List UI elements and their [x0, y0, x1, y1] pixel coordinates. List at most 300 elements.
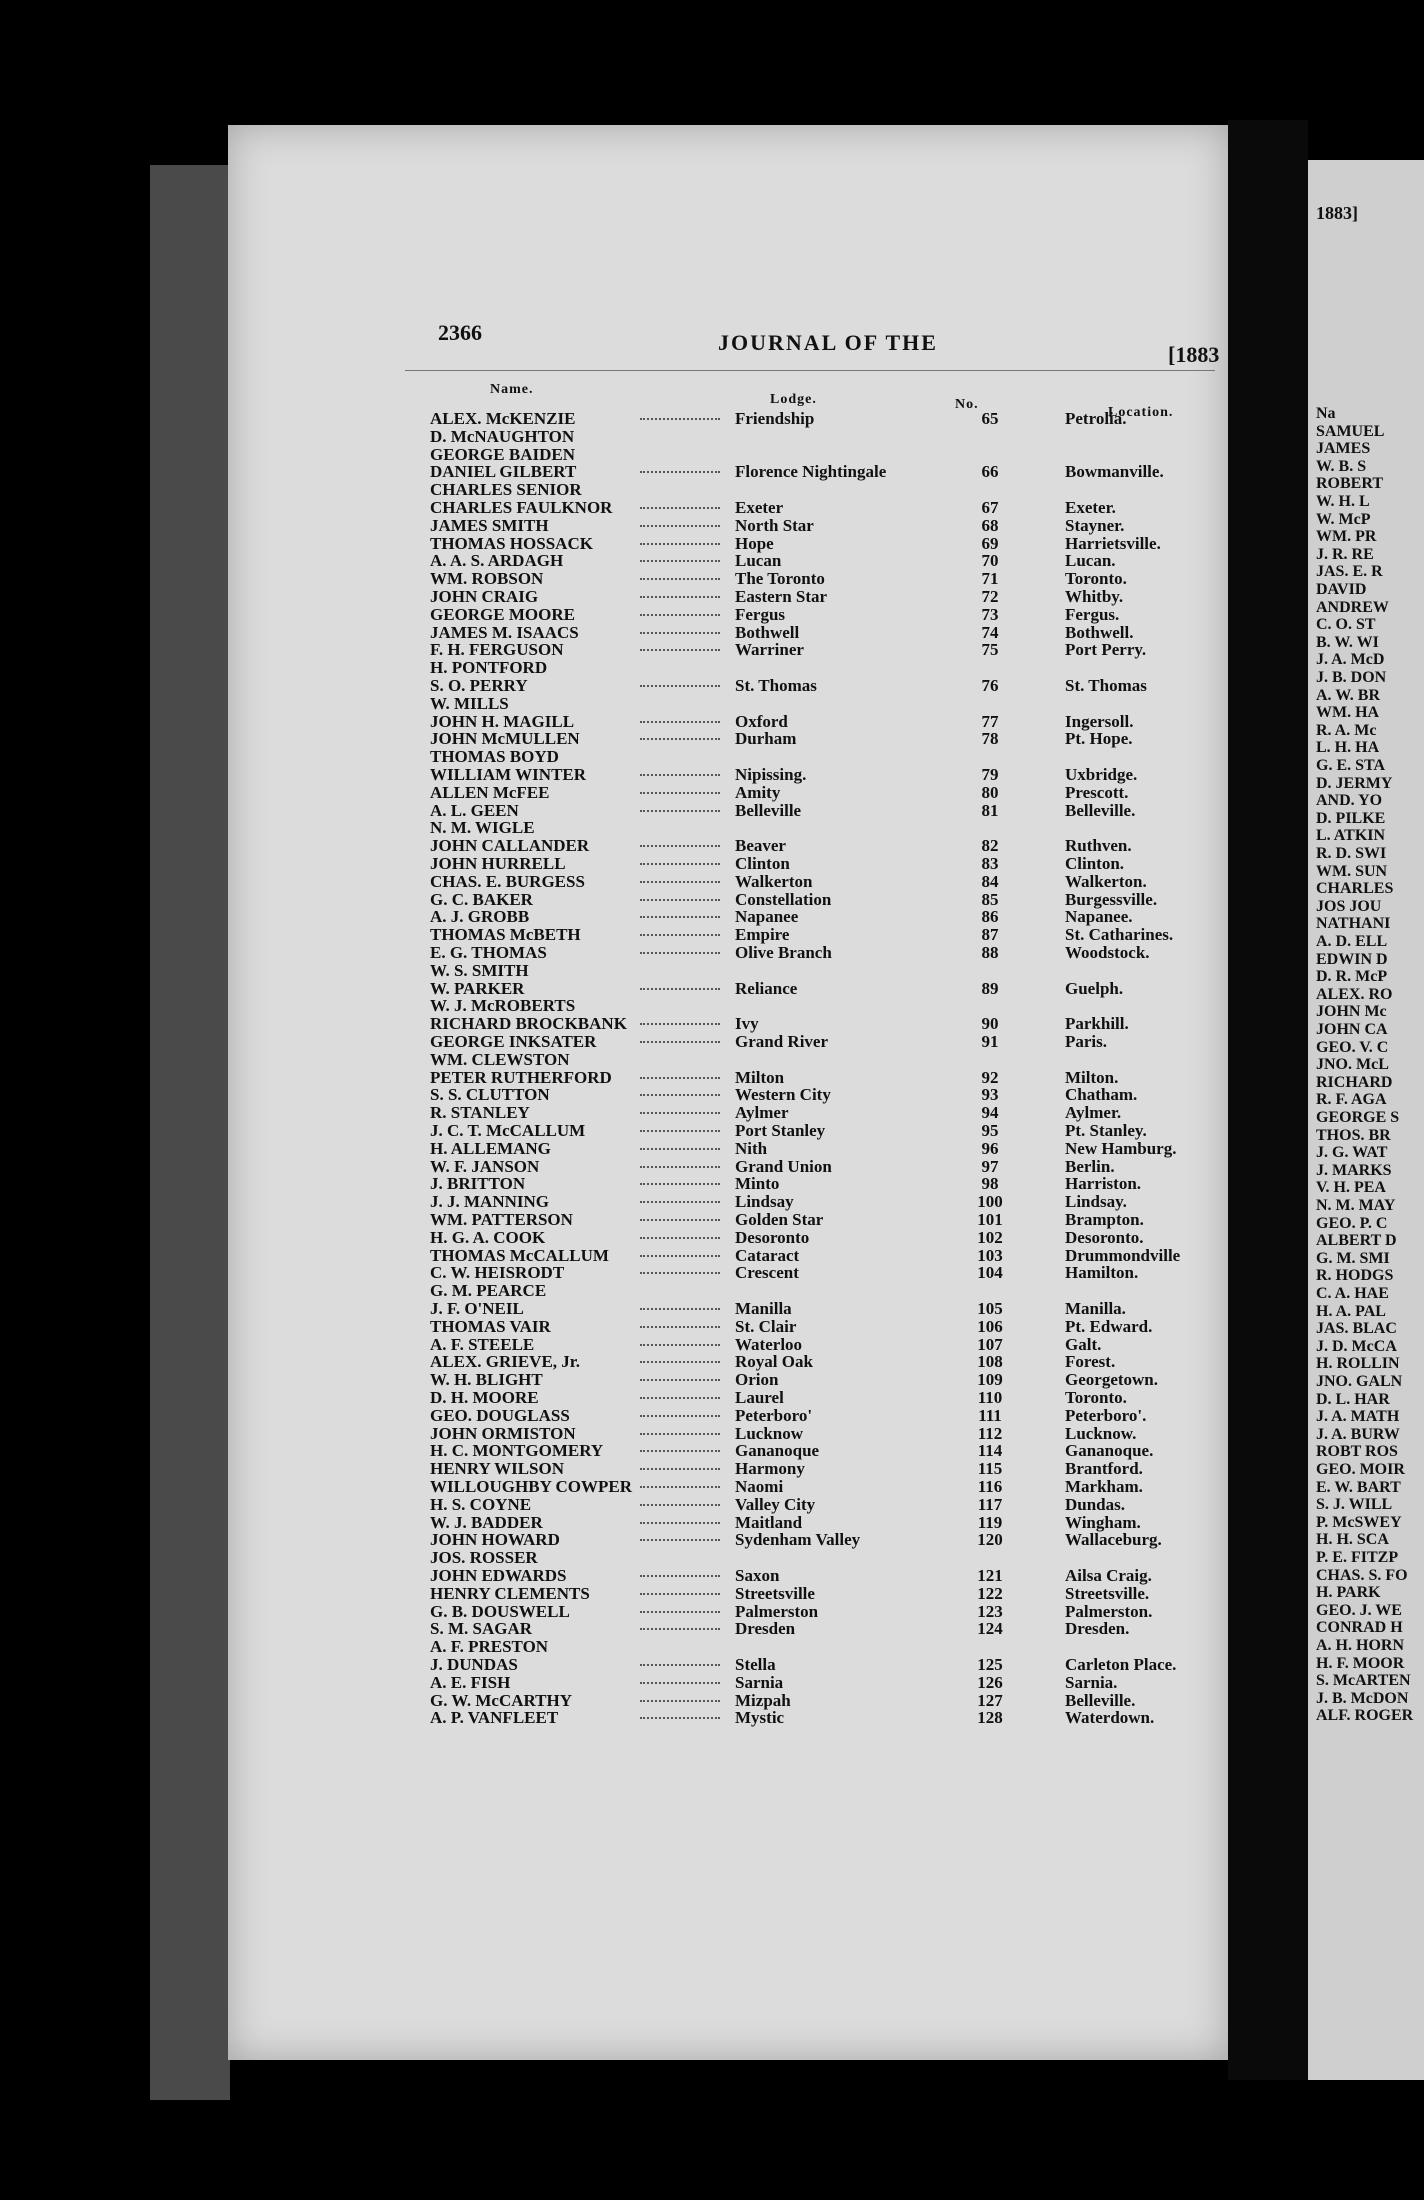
lodge-name: North Star — [735, 515, 814, 535]
lodge-location: Drummondville — [1065, 1245, 1181, 1265]
lodge-number: 78 — [981, 729, 999, 749]
lodge-location: Hamilton. — [1065, 1263, 1139, 1283]
lodge-name: Olive Branch — [735, 943, 832, 962]
member-name: GEO. DOUGLASS — [430, 1405, 570, 1425]
table-row — [430, 1389, 1220, 1407]
lodge-number: 98 — [981, 1174, 999, 1194]
right-page-name: E. W. BART — [1316, 1478, 1401, 1496]
lodge-name: Saxon — [735, 1566, 780, 1585]
right-page-name: J. A. BURW — [1316, 1425, 1400, 1443]
table-row — [430, 1531, 1220, 1549]
member-name: H. ALLEMANG — [430, 1138, 551, 1158]
member-name: G. W. McCARTHY — [430, 1690, 573, 1710]
lodge-location: Woodstock. — [1065, 943, 1150, 962]
right-page-name: JNO. GALN — [1316, 1373, 1403, 1390]
right-page-name: D. R. McP — [1316, 968, 1388, 986]
lodge-location: Parkhill. — [1065, 1014, 1129, 1034]
member-name: HENRY WILSON — [430, 1459, 565, 1479]
table-row — [430, 410, 1220, 428]
right-page-name: EDWIN D — [1316, 950, 1388, 968]
lodge-name: Port Stanley — [735, 1121, 826, 1140]
table-row — [430, 1175, 1220, 1193]
leader-dots — [640, 1326, 720, 1328]
column-header-lodge: Lodge. — [770, 392, 817, 407]
table-row — [430, 1692, 1220, 1710]
lodge-location: Sarnia. — [1065, 1672, 1118, 1692]
lodge-name: Belleville — [735, 800, 802, 820]
lodge-location: Fergus. — [1065, 604, 1120, 624]
member-name: E. G. THOMAS — [430, 943, 547, 962]
lodge-location: Prescott. — [1065, 782, 1129, 802]
right-page-name: D. L. HAR — [1316, 1390, 1390, 1408]
table-row — [430, 837, 1220, 855]
lodge-number: 75 — [981, 640, 999, 660]
table-row — [430, 1264, 1220, 1282]
lodge-number: 127 — [977, 1690, 1003, 1710]
leader-dots — [640, 471, 720, 473]
table-row — [430, 926, 1220, 944]
lodge-location: Burgessville. — [1065, 889, 1158, 909]
table-row — [430, 1496, 1220, 1514]
leader-dots — [640, 792, 720, 794]
lodge-location: Bothwell. — [1065, 622, 1134, 642]
right-page-name: GEO. P. C — [1316, 1214, 1388, 1232]
table-row — [430, 588, 1220, 606]
lodge-name: Beaver — [735, 836, 786, 856]
table-row — [430, 481, 1220, 499]
column-header-location: Location. — [1108, 405, 1174, 420]
lodge-number: 91 — [981, 1032, 999, 1051]
lodge-location: Palmerston. — [1065, 1601, 1153, 1621]
right-page-name: D. JERMY — [1316, 774, 1393, 792]
lodge-location: Dundas. — [1065, 1494, 1126, 1514]
table-row — [430, 1425, 1220, 1443]
lodge-number: 128 — [977, 1708, 1003, 1728]
member-name: ALLEN McFEE — [430, 782, 550, 802]
leader-dots — [640, 1450, 720, 1452]
lodge-location: Harrietsville. — [1065, 533, 1161, 553]
member-name: WILLOUGHBY COWPER — [430, 1477, 632, 1496]
table-row — [430, 1051, 1220, 1069]
right-page-name: V. H. PEA — [1316, 1179, 1386, 1197]
member-name: JOHN CALLANDER — [430, 836, 590, 856]
lodge-name: Mizpah — [735, 1690, 791, 1710]
leader-dots — [640, 632, 720, 634]
right-page-name: JOS JOU — [1316, 897, 1382, 915]
leader-dots — [640, 685, 720, 687]
right-page-name: RICHARD — [1316, 1073, 1393, 1091]
lodge-name: Napanee — [735, 907, 799, 927]
member-name: W. F. JANSON — [430, 1156, 540, 1176]
member-name: R. STANLEY — [430, 1103, 530, 1123]
lodge-number: 96 — [981, 1138, 999, 1158]
right-page-name: A. W. BR — [1316, 686, 1381, 704]
header-rule — [405, 370, 1215, 371]
table-row — [430, 819, 1220, 837]
table-row — [430, 908, 1220, 926]
table-row — [430, 1656, 1220, 1674]
header-year: [1883 — [1168, 342, 1220, 367]
table-row — [430, 570, 1220, 588]
leader-dots — [640, 934, 720, 936]
leader-dots — [640, 1112, 720, 1114]
member-name: A. A. S. ARDAGH — [430, 551, 564, 571]
leader-dots — [640, 881, 720, 883]
right-page-name: S. McARTEN — [1316, 1672, 1411, 1690]
leader-dots — [640, 1700, 720, 1702]
leader-dots — [640, 738, 720, 740]
lodge-location: Ailsa Craig. — [1065, 1566, 1152, 1585]
right-page-name: ALEX. RO — [1316, 985, 1393, 1003]
table-row — [430, 1353, 1220, 1371]
member-name: W. PARKER — [430, 978, 525, 998]
lodge-location: Paris. — [1065, 1032, 1108, 1051]
member-name: S. O. PERRY — [430, 676, 528, 695]
table-row — [430, 695, 1220, 713]
leader-dots — [640, 596, 720, 598]
lodge-name: Warriner — [735, 640, 804, 660]
leader-dots — [640, 578, 720, 580]
lodge-location: Ingersoll. — [1065, 711, 1134, 731]
lodge-name: Clinton — [735, 854, 790, 873]
right-page-name: ALBERT D — [1316, 1232, 1397, 1250]
lodge-name: Amity — [735, 782, 781, 802]
member-name: JOHN HOWARD — [430, 1530, 560, 1550]
member-name: D. H. MOORE — [430, 1388, 539, 1407]
lodge-name: Valley City — [735, 1494, 816, 1514]
lodge-location: Brantford. — [1065, 1459, 1143, 1479]
leader-dots — [640, 1344, 720, 1346]
table-row — [430, 1478, 1220, 1496]
leader-dots — [640, 1201, 720, 1203]
member-name: W. J. McROBERTS — [430, 996, 576, 1016]
lodge-location: Lucknow. — [1065, 1423, 1137, 1443]
lodge-name: Grand River — [735, 1032, 829, 1051]
lodge-number: 108 — [977, 1352, 1003, 1372]
leader-dots — [640, 1522, 720, 1524]
lodge-name: Dresden — [735, 1619, 796, 1639]
right-page-name: J. D. McCA — [1316, 1337, 1397, 1355]
member-name: J. DUNDAS — [430, 1655, 518, 1674]
leader-dots — [640, 1094, 720, 1096]
lodge-location: Georgetown. — [1065, 1370, 1159, 1390]
lodge-number: 100 — [977, 1192, 1003, 1212]
lodge-name: Manilla — [735, 1299, 792, 1318]
table-row — [430, 1086, 1220, 1104]
lodge-location: Wingham. — [1065, 1512, 1141, 1532]
member-name: A. F. PRESTON — [430, 1637, 549, 1657]
table-row — [430, 1158, 1220, 1176]
lodge-name: Royal Oak — [735, 1352, 813, 1372]
member-name: JOHN EDWARDS — [430, 1566, 567, 1585]
right-page-name: AND. YO — [1316, 792, 1383, 810]
lodge-number: 69 — [981, 533, 999, 553]
leader-dots — [640, 1255, 720, 1257]
lodge-name: Western City — [735, 1085, 831, 1105]
lodge-number: 66 — [981, 462, 999, 482]
lodge-number: 95 — [981, 1121, 999, 1140]
lodge-location: Peterboro'. — [1065, 1405, 1147, 1425]
lodge-number: 102 — [977, 1227, 1003, 1247]
lodge-name: Palmerston — [735, 1601, 819, 1621]
lodge-name: Mystic — [735, 1708, 785, 1728]
right-page-name: H. PARK — [1316, 1584, 1381, 1602]
lodge-location: Waterdown. — [1065, 1708, 1155, 1728]
lodge-name: Aylmer — [735, 1103, 789, 1123]
lodge-name: Constellation — [735, 889, 832, 909]
table-row — [430, 535, 1220, 553]
lodge-number: 94 — [981, 1103, 999, 1123]
leader-dots — [640, 1593, 720, 1595]
member-name: CHARLES SENIOR — [430, 480, 582, 500]
lodge-number: 92 — [981, 1067, 999, 1087]
member-name: A. E. FISH — [430, 1672, 511, 1692]
leader-dots — [640, 774, 720, 776]
lodge-name: Lucan — [735, 551, 782, 571]
right-page-name: A. D. ELL — [1316, 933, 1388, 950]
lodge-name: Stella — [735, 1655, 776, 1674]
leader-dots — [640, 614, 720, 616]
member-name: A. P. VANFLEET — [430, 1708, 559, 1728]
lodge-name: Harmony — [735, 1459, 805, 1479]
lodge-number: 65 — [981, 409, 999, 428]
right-page-name: N. M. MAY — [1316, 1197, 1396, 1214]
right-page-name: ROBERT — [1316, 475, 1384, 493]
lodge-location: Manilla. — [1065, 1299, 1126, 1318]
table-row — [430, 1015, 1220, 1033]
lodge-number: 117 — [977, 1494, 1003, 1514]
lodge-number: 71 — [981, 569, 999, 589]
lodge-name: Lindsay — [735, 1192, 794, 1212]
page-gutter — [1228, 120, 1308, 2080]
lodge-location: Berlin. — [1065, 1156, 1115, 1176]
lodge-location: Markham. — [1065, 1477, 1143, 1496]
table-row — [430, 1122, 1220, 1140]
lodge-location: Pt. Stanley. — [1065, 1121, 1147, 1140]
lodge-location: Forest. — [1065, 1352, 1116, 1372]
leader-dots — [640, 1539, 720, 1541]
lodge-location: Milton. — [1065, 1067, 1119, 1087]
table-row — [430, 1638, 1220, 1656]
column-header-name: Name. — [490, 382, 534, 397]
table-row — [430, 962, 1220, 980]
lodge-number: 76 — [981, 676, 999, 695]
leader-dots — [640, 1361, 720, 1363]
lodge-number: 90 — [981, 1014, 999, 1034]
table-row — [430, 730, 1220, 748]
member-name: N. M. WIGLE — [430, 818, 535, 838]
lodge-number: 68 — [981, 515, 999, 535]
right-page-name: L. H. HA — [1316, 739, 1380, 757]
member-name: G. C. BAKER — [430, 889, 533, 909]
lodge-number: 88 — [981, 943, 999, 962]
lodge-location: Clinton. — [1065, 854, 1125, 873]
right-page-name: G. M. SMI — [1316, 1249, 1390, 1267]
lodge-name: Grand Union — [735, 1156, 832, 1176]
member-name: THOMAS McCALLUM — [430, 1245, 609, 1265]
lodge-number: 123 — [977, 1601, 1003, 1621]
lodge-location: Petrolia. — [1065, 409, 1127, 428]
right-page-name: J. B. DON — [1316, 669, 1387, 686]
table-row — [430, 1585, 1220, 1603]
table-row — [430, 624, 1220, 642]
table-row — [430, 1620, 1220, 1638]
lodge-number: 103 — [977, 1245, 1003, 1265]
leader-dots — [640, 916, 720, 918]
lodge-name: Maitland — [735, 1512, 803, 1532]
right-page-name: JOHN CA — [1316, 1021, 1388, 1038]
lodge-name: Golden Star — [735, 1210, 824, 1229]
lodge-number: 110 — [977, 1388, 1003, 1407]
table-row — [430, 1140, 1220, 1158]
leader-dots — [640, 1166, 720, 1168]
member-name: WM. ROBSON — [430, 569, 544, 589]
book-spine — [150, 165, 230, 2100]
right-page-name: GEO. V. C — [1316, 1038, 1389, 1056]
right-page-name: B. W. WI — [1316, 633, 1379, 651]
member-name: CHAS. E. BURGESS — [430, 871, 585, 891]
member-name: H. S. COYNE — [430, 1494, 532, 1514]
table-row — [430, 1709, 1220, 1727]
lodge-location: Ruthven. — [1065, 836, 1132, 856]
leader-dots — [640, 952, 720, 954]
member-name: ALEX. McKENZIE — [430, 409, 576, 428]
member-name: A. F. STEELE — [430, 1334, 535, 1354]
member-name: H. G. A. COOK — [430, 1227, 546, 1247]
right-page-name: WM. HA — [1316, 704, 1380, 722]
right-page-name: JAS. E. R — [1316, 563, 1383, 581]
table-row — [430, 891, 1220, 909]
lodge-number: 84 — [981, 871, 999, 891]
lodge-name: Gananoque — [735, 1441, 820, 1461]
member-name: PETER RUTHERFORD — [430, 1067, 612, 1087]
lodge-name: Sarnia — [735, 1672, 784, 1692]
member-name: J. BRITTON — [430, 1174, 526, 1194]
member-name: JOHN CRAIG — [430, 587, 539, 606]
leader-dots — [640, 988, 720, 990]
table-row — [430, 606, 1220, 624]
right-page-name: GEORGE S — [1316, 1109, 1400, 1126]
lodge-number: 77 — [981, 711, 999, 731]
lodge-location: St. Thomas — [1065, 676, 1147, 695]
leader-dots — [640, 1575, 720, 1577]
leader-dots — [640, 1486, 720, 1488]
member-name: GEORGE BAIDEN — [430, 444, 575, 464]
lodge-name: The Toronto — [735, 569, 825, 589]
leader-dots — [640, 1433, 720, 1435]
right-page-name: H. ROLLIN — [1316, 1355, 1400, 1373]
lodge-location: Guelph. — [1065, 978, 1124, 998]
member-name: H. C. MONTGOMERY — [430, 1441, 604, 1461]
table-row — [430, 1442, 1220, 1460]
leader-dots — [640, 1183, 720, 1185]
lodge-name: Desoronto — [735, 1227, 810, 1247]
member-name: THOMAS McBETH — [430, 925, 581, 945]
right-page-name: H. F. MOOR — [1316, 1654, 1405, 1672]
right-page-name: JAMES — [1316, 440, 1371, 458]
right-page-name: GEO. J. WE — [1316, 1601, 1402, 1619]
member-name: JOHN ORMISTON — [430, 1423, 576, 1443]
member-name: G. B. DOUSWELL — [430, 1601, 570, 1621]
member-name: A. L. GEEN — [430, 800, 519, 820]
leader-dots — [640, 649, 720, 651]
lodge-location: Lucan. — [1065, 551, 1116, 571]
right-page-name: R. HODGS — [1316, 1267, 1394, 1285]
member-name: S. M. SAGAR — [430, 1619, 533, 1639]
member-name: W. S. SMITH — [430, 960, 529, 980]
table-row — [430, 641, 1220, 659]
lodge-location: Stayner. — [1065, 515, 1125, 535]
member-name: DANIEL GILBERT — [430, 462, 577, 482]
lodge-location: Galt. — [1065, 1334, 1102, 1354]
table-row — [430, 748, 1220, 766]
leader-dots — [640, 863, 720, 865]
page-number: 2366 — [438, 320, 482, 345]
lodge-number: 111 — [978, 1405, 1002, 1425]
lodge-name: Waterloo — [735, 1334, 803, 1354]
lodge-location: Toronto. — [1065, 1388, 1127, 1407]
leader-dots — [640, 845, 720, 847]
member-name: W. H. BLIGHT — [430, 1370, 543, 1390]
table-row — [430, 944, 1220, 962]
member-name: A. J. GROBB — [430, 907, 530, 927]
lodge-number: 109 — [977, 1370, 1003, 1390]
right-page-name: G. E. STA — [1316, 757, 1386, 774]
leader-dots — [640, 1130, 720, 1132]
lodge-name: Ivy — [735, 1014, 759, 1034]
table-row — [430, 980, 1220, 998]
lodge-number: 125 — [977, 1655, 1003, 1674]
table-row — [430, 1318, 1220, 1336]
lodge-name: Crescent — [735, 1263, 799, 1283]
member-name: W. MILLS — [430, 693, 509, 713]
member-name: ALEX. GRIEVE, Jr. — [430, 1352, 581, 1372]
right-page-name: ROBT ROS — [1316, 1443, 1398, 1461]
member-name: JOHN HURRELL — [430, 854, 566, 873]
lodge-location: Brampton. — [1065, 1210, 1144, 1229]
member-name: WM. CLEWSTON — [430, 1049, 570, 1069]
right-page-name: JOHN Mc — [1316, 1003, 1387, 1021]
member-name: WILLIAM WINTER — [430, 765, 587, 784]
right-page-name: C. A. HAE — [1316, 1285, 1389, 1302]
leader-dots — [640, 721, 720, 723]
lodge-location: Exeter. — [1065, 498, 1116, 517]
table-row — [430, 552, 1220, 570]
lodge-location: Lindsay. — [1065, 1192, 1127, 1212]
right-page-name: SAMUEL — [1316, 422, 1385, 440]
lodge-name: Florence Nightingale — [735, 462, 887, 482]
lodge-number: 119 — [977, 1512, 1003, 1532]
lodge-name: Oxford — [735, 711, 788, 731]
lodge-number: 101 — [977, 1210, 1003, 1229]
lodge-number: 97 — [981, 1156, 999, 1176]
member-name: S. S. CLUTTON — [430, 1085, 550, 1105]
lodge-location: Carleton Place. — [1065, 1655, 1177, 1674]
table-row — [430, 1193, 1220, 1211]
lodge-location: Belleville. — [1065, 1690, 1136, 1710]
table-row — [430, 1069, 1220, 1087]
right-page-name: JNO. McL — [1316, 1056, 1389, 1074]
lodge-name: Eastern Star — [735, 587, 828, 606]
lodge-location: Dresden. — [1065, 1619, 1130, 1639]
lodge-number: 70 — [981, 551, 999, 571]
lodge-location: Walkerton. — [1065, 871, 1147, 891]
right-page-name: CHARLES — [1316, 880, 1394, 898]
table-row — [430, 713, 1220, 731]
leader-dots — [640, 543, 720, 545]
lodge-name: Naomi — [735, 1477, 784, 1496]
table-row — [430, 1460, 1220, 1478]
